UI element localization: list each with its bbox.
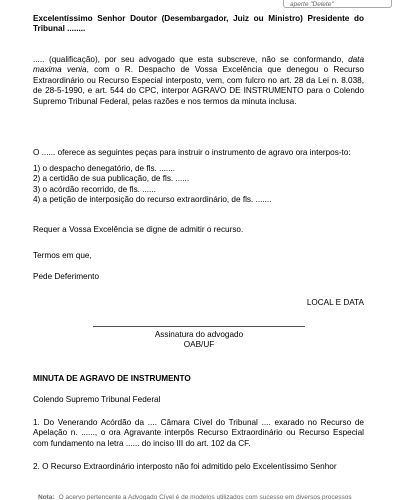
intro-italic: data maxima venia bbox=[33, 55, 364, 75]
document-list bbox=[33, 164, 364, 206]
delete-hint-tab: aperte "Delete" bbox=[283, 0, 392, 8]
offer-paragraph: O ...... oferece as seguintes peças para instruir o instrumento de agravo ora interpos-to: bbox=[33, 148, 351, 157]
item-1-paragraph: 1. Do Venerando Acórdão da .... Câmara Cível do Tribunal .... exarado no Recurso de Apelação n. ......, o ora Agravante interpôs Recurso Extraordinário ou Recurso Especial com fundamento na letra ...... do inciso III do art. 102 da CF. bbox=[33, 418, 364, 448]
terms-line: Termos em que, bbox=[33, 251, 92, 260]
intro-part2: , com o R. Despacho de Vossa Excelência que denegou o Recurso Extraordinário ou Recurso Especial interposto, vem, com fulcro no art. 28 da Lei n. 8.038, de 28-5-1990, e art. 544 do CPC, interpor AGRAVO DE INSTRUMENTO para o Colendo Supremo Tribunal Federal, pelas razões e nos termos da minuta inclusa. bbox=[33, 65, 364, 106]
signature-line bbox=[93, 326, 305, 327]
footnote-label: Nota: bbox=[38, 494, 55, 500]
item-2-paragraph: 2. O Recurso Extraordinário interposto não foi admitido pelo Excelentíssimo Senhor bbox=[33, 462, 337, 471]
signature-label: Assinatura do advogado bbox=[154, 330, 244, 339]
list-item: 2) a certidão de sua publicação, de fls. ...... bbox=[33, 174, 190, 184]
footnote-text: O acervo pertencente a Advogado Cível é de modelos utilizados com sucesso em diversos processos bbox=[58, 494, 352, 500]
intro-part1: ..... (qualificação), por seu advogado que esta subscreve, não se conformando, bbox=[33, 55, 344, 64]
footnote bbox=[38, 494, 352, 500]
list-item: 4) a petição de interposição do recurso extraordinário, de fls. ....... bbox=[33, 195, 272, 205]
list-item: 3) o acórdão recorrido, de fls. ...... bbox=[33, 184, 156, 194]
deferment-line: Pede Deferimento bbox=[33, 272, 99, 281]
intro-paragraph bbox=[33, 55, 364, 107]
court-line: Colendo Supremo Tribunal Federal bbox=[33, 395, 161, 404]
place-date: LOCAL E DATA bbox=[306, 298, 364, 307]
document-heading: Excelentíssimo Senhor Doutor (Desembargador, Juiz ou Ministro) Presidente do Tribunal ........ bbox=[33, 14, 364, 34]
oab-label: OAB/UF bbox=[183, 340, 215, 349]
minuta-title: MINUTA DE AGRAVO DE INSTRUMENTO bbox=[33, 374, 191, 383]
list-item: 1) o despacho denegatório, de fls. ....... bbox=[33, 164, 176, 173]
request-line: Requer a Vossa Excelência se digne de admitir o recurso. bbox=[33, 225, 244, 234]
